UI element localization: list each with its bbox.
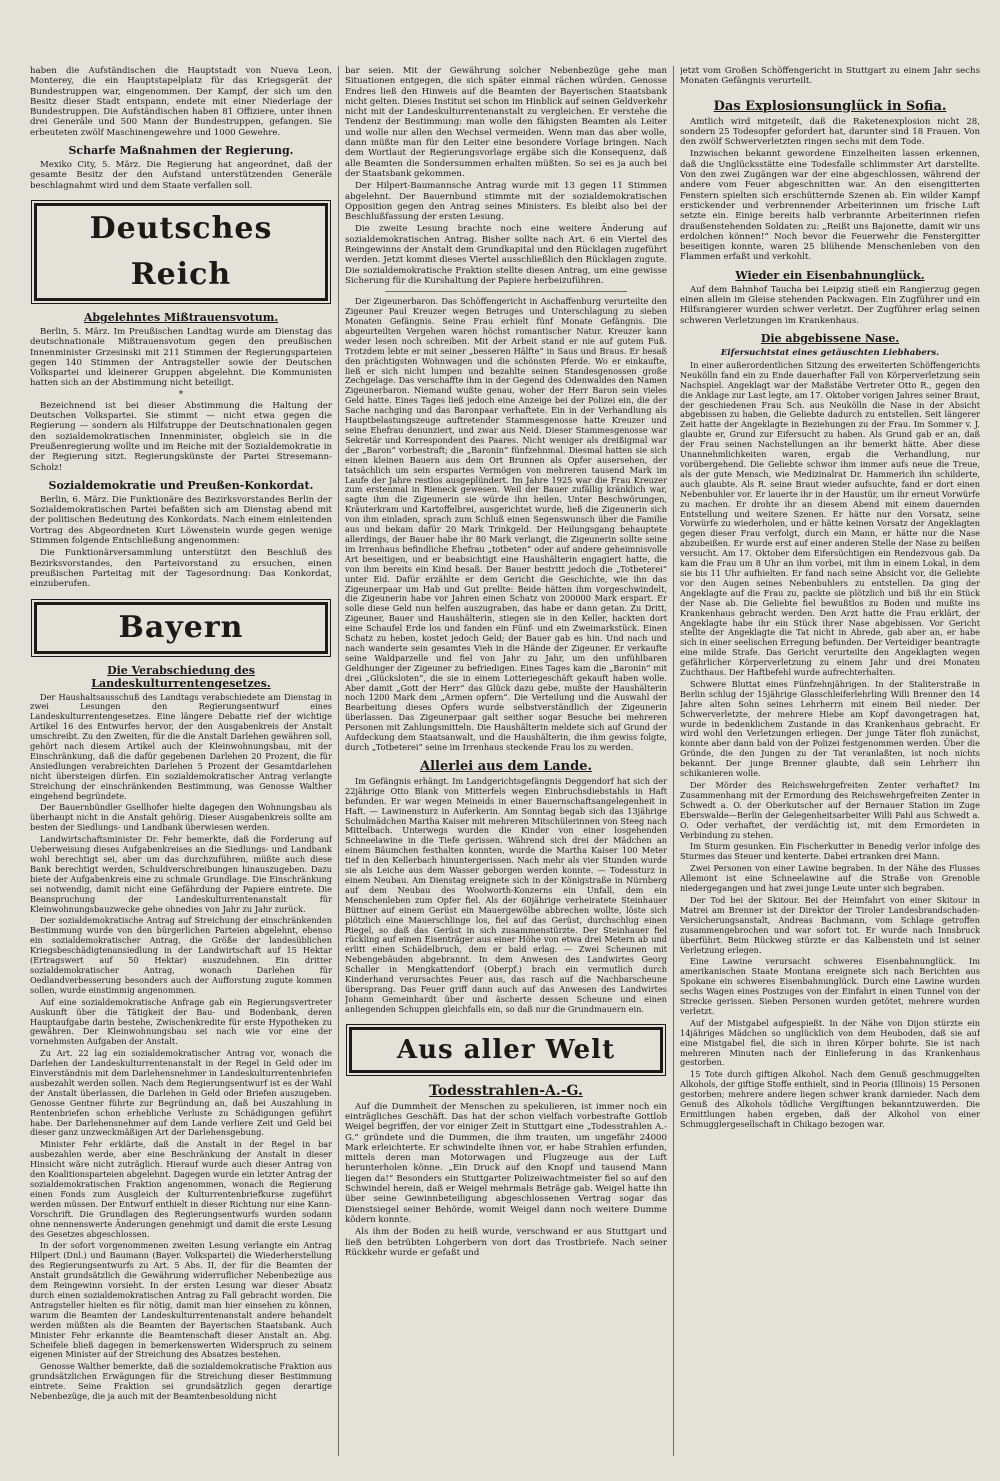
section-heading-aus-aller-welt: Aus aller Welt <box>349 1027 663 1073</box>
article-text: Berlin, 5. März. Im Preußischen Landtag wurde am Dienstag das deutschnationale Mißtrauensvotum gegen den preußischen Innenminister Grzesinski mit 211 Stimmen der Regierungsparteien gegen 140 Stimmen der Antragsteller sowie der Deutschen Volkspartei und kleinerer Gruppen abgelehnt. Die Kommunisten hatten sich an der Abstimmung nicht beteiligt. <box>30 326 332 389</box>
headline: Die Verabschiedung des Landeskulturrentengesetzes. <box>91 663 271 690</box>
article-text: Bezeichnend ist bei dieser Abstimmung die Haltung der Deutschen Volkspartei. Sie stimmt — nicht etwa gegen die Regierung — sondern als Hilfstruppe der Deutschnationalen gegen den sozialdemokratischen Innenminister, obgleich sie in die Preußenregierung wollte und im Reiche mit der Sozialdemokratie in der Regierung sitzt. Regierungskünste der Partei Stresemann-Scholz! <box>30 400 332 473</box>
divider <box>385 291 627 292</box>
article-text: Der Hilpert-Baumannsche Antrag wurde mit 13 gegen 11 Stimmen abgelehnt. Der Bauernbund stimmte mit der sozialdemokratischen Opposition gegen den Antrag seines Ministers. Es bleibt also bei der Beschlußfassung der ersten Lesung. <box>345 181 667 223</box>
separator-star: * <box>178 389 184 400</box>
article-text: Landwirtschaftsminister Dr. Fehr bemerkte, daß die Forderung auf Ueberweisung dieses Aufgabenkreises an die Siedlungs- und Landbank wohl berechtigt sei, aber um das durchzuführen, müßte auch diese Bank berechtigt werden, Schuldverschreibungen hinauszugeben. Dazu biete der Aufgabenkreis eine zu schmale Grundlage. Die Einschränkung sei notwendig, damit nicht eine Gefährdung der Papiere eintrete. Die Beanspruchung der Landeskulturrentenanstalt für Kleinwohnungsbauzwecke gehe ohnedies von Jahr zu Jahr zurück. <box>30 834 332 914</box>
article-text: Der Tod bei der Skitour. Bei der Heimfahrt von einer Skitour in Matrei am Brenner ist der Direktor der Tiroler Landesbrandschaden-Versicherungsanstalt, Andreas Bachmann, vom Schlage getroffen zusammengebrochen und war sofort tot. Er wurde nach Innsbruck überführt. Beim Rückweg stürzte er das Kalbenstein und ist seiner Verletzung erlegen. <box>680 894 980 955</box>
article-text: Der Mörder des Reichswehrgefreiten Zenter verhaftet? Im Zusammenhang mit der Ermordung des Reichswehrgefreiten Zenter in Schwedt a. O. der Oberkutscher auf der Bernauer Station im Zuge Eberswalde—Berlin der Gelegenheitsarbeiter Willi Pahl aus Schwedt a. O. Oder verhaftet, der verdächtig ist, mit dem Ermordeten in Verbindung zu stehen. <box>680 780 980 840</box>
article-text: Amtlich wird mitgeteilt, daß die Raketenexplosion nicht 28, sondern 25 Todesopfer gefordert hat, darunter sind 18 Frauen. Von den zwölf Schwerverletzten ringen sechs mit dem Tode. <box>680 116 980 148</box>
headline: Die abgebissene Nase. <box>760 331 900 345</box>
article-text: Der Haushaltsausschuß des Landtags verabschiedete am Dienstag in zwei Lesungen den Regierungsentwurf eines Landeskulturrentengesetzes. Eine längere Debatte rief der wichtige Artikel 16 des Entwurfes hervor, der den Ausgabenkreis der Anstalt umschreibt. Zu den Zweiten, für die die Anstalt Darlehen gewähren soll, gehört nach diesem Artikel auch der Kleinwohnungsbau, mit der Einschränkung, daß die dafür gegebenen Darlehen 20 Prozent, die für Ansiedlungen verabreichten Darlehen 5 Prozent der Gesamtdarlehen nicht übersteigen dürfen. Ein sozialdemokratischer Antrag verlangte Streichung der einschränkenden Bestimmung, was Genosse Walther eingehend begründete. <box>30 691 332 801</box>
headline: Sozialdemokratie und Preußen-Konkordat. <box>48 478 314 492</box>
article-text: Mexiko City, 5. März. Die Regierung hat angeordnet, daß der gesamte Besitz der den Aufstand unterstützenden Generäle beschlagnahmt wird und dem Staate verfallen soll. <box>30 160 332 191</box>
subheadline: Eifersuchtstat eines getäuschten Liebhabers. <box>720 347 940 358</box>
column-3 <box>680 66 980 1456</box>
article-text: Auf der Mistgabel aufgespießt. In der Nähe von Dijon stürzte ein 14jähriges Mädchen so unglücklich von dem Heuboden, daß sie auf eine Mistgabel fiel, die sich in ihren Körper bohrte. Sie ist nach mehreren Minuten nach der Einlieferung in das Krankenhaus gestorben. <box>680 1017 980 1068</box>
headline: Scharfe Maßnahmen der Regierung. <box>68 144 294 158</box>
column-rule <box>338 66 339 1456</box>
headline: Wieder ein Eisenbahnunglück. <box>735 268 925 282</box>
headline: Todesstrahlen-A.-G. <box>429 1082 583 1099</box>
column-rule <box>673 66 674 1456</box>
article-text: Der Zigeunerbaron. Das Schöffengericht in Aschaffenburg verurteilte den Zigeuner Paul Kreuzer wegen Betruges und Unterschlagung zu sieben Monaten Gefängnis. Seine Frau erhielt fünf Monate Gefängnis. Die abgeurteilten Vergehen waren höchst romantischer Natur. Kreuzer kann weder lesen noch schreiben. Mit der Arbeit stand er nie auf gutem Fuß. Trotzdem lebte er mit seiner „besseren Hälfte“ in Saus und Braus. Er besaß den prächtigsten Wohnwagen und die schönsten Pferde. Wo er einkaufte, ließ er sich nicht lumpen und bezahlte seinen Standesgenossen große Zechgelage. Das verschaffte ihm in der Gegend des Odenwaldes den Namen Zigeunerbaron. Niemand wußte genau, woher der Herr Baron sein vieles Geld hatte. Eines Tages ließ jedoch eine Anzeige bei der Polizei ein, die der Sache nachging und das Baronpaar verhaftete. Ein in der Verhandlung als Hauptbelastungszeuge auftretender Stammesgenosse hatte Kreuzer und seine Ehefrau denunziert, und zwar aus Neid. Dieser Stammesgenosse war Sekretär und Korrespondent des Paares. Nicht weniger als dreißigmal war der „Baron“ vorbestraft; die „Baronin“ fünfzehnmal. Diesmal hatten sie sich einen kleinen Bauern aus dem Ort Brunnen als Opfer ausersehen, der tatsächlich um sein erspartes Vermögen von mehreren tausend Mark im Laufe der Jahre restlos ausgeplündert. Im Jahre 1925 war die Frau Kreuzer zum erstenmal in Rieneck gewesen. Weil der Bauer zufällig kränklich war, sagte ihm die Zigeunerin sie würde ihn heilen. Unter Beschwörungen, Kräuterkram und Kartoffelbrei, ausgerichtet wurde, ließ die Zigeunerin sich von ihm einladen, sprach zum Schluß einen Segenswunsch über die Familie aus und bekam dafür 20 Mark Trinkgeld. Der Heilungsgang behauptete allerdings, der Bauer habe ihr 80 Mark verlangt, die Zigeunerin sollte seine im Irrenhaus befindliche Ehefrau „totbeten“ oder auf andere geheimnisvolle Art beseitigen, und er beabsichtigt eine Haushälterin engagiert hatte, die von ihm bereits ein Kind besaß. Der Bauer bestritt jedoch die „Totbeterei“ unter Eid. Dafür erzählte er dem Gericht die Geschichte, wie ihn das Zigeunerpaar um Hab und Gut prellte: Beide hätten ihm vorgeschwindelt, die Zigeunerin habe vor Jahren einen Schatz von 200000 Mark erspart. Er solle diese Geld nun helfen auszugraben, das habe er dann getan. Zu Dritt, Zigeuner, Bauer und Haushälterin, stiegen sie in den Keller, hackten dort eine Schaufel Erde los und fanden ein Fünf- und ein Zweimarkstück. Einen Schatz zu heben, kostet jedoch Geld; der Bauer gab es hin. Und nach und nach wanderte sein gesamtes Vieh in die Hände der Zigeuner. Er verkaufte seine Waldparzelle und fiel von Jahr zu Jahr, um den unfühlbaren Geldhunger der Zigeuner zu befriedigen. Eines Tages kam die „Baronin“ mit drei „Glücksloten“, die sie in einem Lotteriegeschäft gekauft haben wolle. Aber damit „Gott der Herr“ das Glück dazu gebe, mußte der Haushälterin noch 1200 Mark dem „Armen opfern“. Die Verteilung und die Auswahl der Bearbeitung dieses Opfers wurde selbstverständlich der Zigeunerin überlassen. Das Zigeunerpaar galt seither sogar Besuche bei mehreren Personen mit Zahlungsmitteln. Die Haushälterin meldete sich auf Grund der Aufdeckung dem Staatsanwalt, und die Haushälterin, die ihm gewiss folgte, durch „Totbeterei“ seine im Irrenhaus steckende Frau los zu werden. <box>345 296 667 753</box>
article-text: 15 Tote durch giftigen Alkohol. Nach dem Genuß geschmuggelten Alkohols, der giftige Stoffe enthielt, sind in Peoria (Illinois) 15 Personen gestorben; mehrere andere liegen schwer krank darnieder. Nach dem Genuß des Alkohols tödliche Vergiftungen bekanntzuwerden. Die Ermittlungen haben ergeben, daß der Alkohol von einer Schmugglergesellschaft in Chikago bezogen war. <box>680 1069 980 1129</box>
headline: Allerlei aus dem Lande. <box>419 758 593 774</box>
section-heading-bayern: Bayern <box>34 602 328 654</box>
article-text: Eine Lawine verursacht schweres Eisenbahnunglück. Im amerikanischen Staate Montana ereignete sich nach Berichten aus Spokane ein schweres Eisenbahnunglück. Durch eine Lawine wurden sechs Wagen eines Postzuges von der Einfahrt in einen Tunnel von der Strecke gerissen. Sieben Personen wurden getötet, mehrere wurden verletzt. <box>680 956 980 1016</box>
article-text: Der Bauernbündler Gsellhofer hielte dagegen den Wohnungsbau als überhaupt nicht in die Anstalt gehörig. Dieser Ausgabenkreis sollte am besten der Siedlungs- und Landbank überwiesen werden. <box>30 802 332 833</box>
article-text: Zu Art. 22 lag ein sozialdemokratischer Antrag vor, wonach die Darlehen der Landeskulturrentenanstalt in der Regel in Geld oder im Einverständnis mit dem Darlehensnehmer in Landeskulturrentenbriefen ausbezahlt werden sollen. Nach dem Regierungsentwurf ist es der Wahl der Anstalt überlassen, die Darlehen in Geld oder Briefen auszugeben. Genosse Gentner führte zur Begründung an, daß bei Auszahlung in Rentenbriefen schon erhebliche Verluste zu Schädigungen geführt habe. Der Darlehensnehmer auf dem Lande verliere Zeit und Geld bei dieser ganz unzweckmäßigen Art der Darlehensgebung. <box>30 1048 332 1138</box>
article-text: jetzt vom Großen Schöffengericht in Stuttgart zu einem Jahr sechs Monaten Gefängnis verurteilt. <box>680 66 980 87</box>
article-text: Die zweite Lesung brachte noch eine weitere Änderung auf sozialdemokratischen Antrag. Bisher sollte nach Art. 6 ein Viertel des Reingewinns der Anstalt dem Grundkapital und den Rücklagen zugeführt werden. Jetzt kommt dieses Viertel ausschließlich den Rücklagen zugute. Die sozialdemokratische Fraktion stellte diesen Antrag, um eine gewisse Sicherung für die Kurshaltung der Papiere herbeizuführen. <box>345 224 667 286</box>
section-heading-deutsches-reich: Deutsches Reich <box>34 203 328 301</box>
column-1 <box>30 66 332 1456</box>
article-text: Zwei Personen von einer Lawine begraben. In der Nähe des Flusses Allemont ist eine Schneelawine auf die Straße von Grenoble niedergegangen und hat zwei junge Leute unter sich begraben. <box>680 863 980 894</box>
article-text: Die Funktionärversammlung unterstützt den Beschluß des Bezirksvorstandes, den Parteivorstand zu ersuchen, einen preußischen Parteitag mit der Tagesordnung: Das Konkordat, einzuberufen. <box>30 548 332 590</box>
article-text: In einer außerordentlichen Sitzung des erweiterten Schöffengerichts Neukölln fand ein zu Ende dauerhafter Fall von Körperverletzung sein Nachspiel. Angeklagt war der Maßstäbe Vertreter Otto R., gegen den die Anklage zur Last legte, am 17. Oktober vorigen Jahres seiner Braut, der geschiedenen Frau Sch. aus Neukölln die Nase in der Absicht abgebissen zu haben, die Geliebte dadurch zu entstellen. Seit längerer Zeit hatte der Angeklagte in Beziehungen zu der Frau. Im Sommer v. J. glaubte er, Grund zur Eifersucht zu haben. Als Grund gab er an, daß der Frau seinen Nachstellungen an ihr bemerkt hätte. Aber diese Unannehmlichkeiten waren, ergab die Verhandlung, nur vorübergehend. Die Geliebte schwor ihm immer aufs neue die Treue, als der gute Mensch, wie Medizinalrat Dr. Hammerich ihn schilderte, auch glaubte. Als R. seine Braut wieder aufsuchte, fand er dort einen Nebenbuhler vor. Er lauerte ihr in der Haustür, um ihr erneut Vorwürfe zu machen. Er drohte ihr an diesem Abend mit einem dauernden Entstellung und weitere Szenen. Er hätte nur den Vorsatz, seine Vorwürfe zu wiederholen, und er hätte keinen Vorsatz der Angeklagten gegen dieser Frau verfolgt, durch ein Mann, er hätte nur die Nase abzubeißen. Er wurde erst auf einer anderen Stelle der Nase zu beißen versucht. Am 17. Oktober dem Eifersüchtigen ein Rendezvous gab. Da kam die Frau um 8 Uhr an ihm vorbei, mit ihm in einem Lokal, in dem sie bis 11 Uhr aufhielten. Er fand nach seine Absicht vor, die Geliebte vor den Augen seines Nebenbuhlers zu entstellen. Da ging der Angeklagte auf die Frau zu, packte sie plötzlich und biß ihr ein Stück der Nase ab. Die Geliebte fiel bewußtlos zu Boden und mußte ins Krankenhaus gebracht werden. Den Arzt hatte die Frau erklärt, der Angeklagte habe ihr ein Stück ihrer Nase abgebissen. Vor Gericht stellte der Angeklagte die Tat nicht in Abrede, gab aber an, er habe sich in einer seelischen Erregung befunden. Der Verteidiger beantragte eine milde Strafe. Das Gericht verurteilte den Angeklagten wegen gefährlicher Körperverletzung zu einem Jahr und drei Monaten Zuchthaus. Der Haftbefehl wurde aufrechterhalten. <box>680 359 980 678</box>
article-text: Berlin, 6. März. Die Funktionäre des Bezirksvorstandes Berlin der Sozialdemokratischen Partei befaßten sich am Dienstag abend mit der politischen Bedeutung des Konkordats. Nach einem einleitenden Vortrag des Abgeordneten Kurt Löwenstein wurde gegen wenige Stimmen folgende Entschließung angenommen: <box>30 494 332 547</box>
article-text: Schwere Bluttat eines Fünfzehnjährigen. In der Staliterstraße in Berlin schlug der 15jährige Glasschleiferlehrling Willi Brenner den 14 Jahre alten Sohn seines Lehrherrn mit einem Beil nieder. Der Schwerverletzte, der mehrere Hiebe am Kopf davongetragen hat, wurde in bedenklichem Zustande in das Krankenhaus gebracht. Er wird wohl den Verletzungen erliegen. Der junge Täter floh zunächst, konnte aber dann bald von der Polizei festgenommen werden. Über die Gründe, die den Jungen zu der Tat veranlaßten, ist noch nichts bekannt. Der junge Brenner glaubte, daß sein Lehrherr ihn schikanieren wolle. <box>680 678 980 779</box>
headline: Das Explosionsunglück in Sofia. <box>713 98 947 114</box>
article-text: Minister Fehr erklärte, daß die Anstalt in der Regel in bar ausbezahlen werde, aber eine Beschränkung der Anstalt in dieser Hinsicht wäre nicht zuträglich. Hierauf wurde auch dieser Antrag von den Koalitionsparteien abgelehnt. Dagegen wurde ein letzter Antrag der sozialdemokratischen Fraktion angenommen, wonach die Regierung einen Fonds zum Ausgleich der Kulturrentenbriefkurse zugeführt werden müssen. Der Entwurf enthielt in dieser Richtung nur eine Kann-Vorschrift. Die Grundlagen des Regierungsentwurfs wurden sodann ohne nennenswerte Änderungen genehmigt und damit die erste Lesung des Gesetzes abgeschlossen. <box>30 1139 332 1239</box>
article-text: In der sofort vorgenommenen zweiten Lesung verlangte ein Antrag Hilpert (Dnl.) und Baumann (Bayer. Volkspartei) die Wiederherstellung des Regierungsentwurfs zu Art. 5 Abs. II, der für die Beamten der Anstalt grundsätzlich die Gewährung widerruflicher Nebenbezüge aus dem Reingewinn vorsieht. In der ersten Lesung war dieser Absatz durch einen sozialdemokratischen Antrag zu Fall gebracht worden. Die Antragsteller hielten es für nötig, damit man hier einsehen zu können, warum die Beamten der Landeskulturrentenanstalt andere behandelt werden müßten als die Beamten der Bayerischen Staatsbank. Auch Minister Fehr erkannte die Beamtenschaft dieser Anstalt an. Abg. Scheifele bließ dagegen in bemerkenswerten Widerspruch zu seinem eigenen Minister auf der Streichung des Absatzes bestehen. <box>30 1240 332 1360</box>
article-text: haben die Aufständischen die Hauptstadt von Nueva Leon, Monterey, die ein Hauptstapelplatz für das Kriegsgerät der Bundestruppen war, eingenommen. Der Kampf, der sich um den Besitz dieser Stadt entspann, endete mit einer Niederlage der Bundestruppen. Die Aufständischen haben 81 Offiziere, unter ihnen drei Generäle und 500 Mann der Bundestruppen, gefangen. Sie erbeuteten zwölf Maschinengewehre und 1000 Gewehre. <box>30 66 332 138</box>
article-text: bar seien. Mit der Gewährung solcher Nebenbezüge gehe man Situationen entgegen, die sich später einmal rächen würden. Genosse Endres ließ den Hinweis auf die Beamten der Bayerischen Staatsbank nicht gelten. Dieses Institut sei schon im Hinblick auf seinen Geldverkehr nicht mit der Landeskulturrentenanstalt zu vergleichen. Er verstehe die Tendenz der Bestimmung: man wolle den fähigsten Beamten als Leiter und wolle nur allen den Wechsel vermeiden. Wenn man das aber wolle, dann müßte man für den Leiter eine besondere Vorlage bringen. Nach dem Wortlaut der Regierungsvorlage ergäbe sich die Konsequenz, daß alle Beamten die Sondersummen erhalten müßten. So sei es ja auch bei der Staatsbank gekommen. <box>345 66 667 179</box>
article-text: Als ihm der Boden zu heiß wurde, verschwand er aus Stuttgart und ließ den betrübten Lohgerbern von dort das Trostbriefe. Nach seiner Rückkehr wurde er gefaßt und <box>345 1227 667 1258</box>
article-text: Genosse Walther bemerkte, daß die sozialdemokratische Fraktion aus grundsätzlichen Erwägungen für die Streichung dieser Bestimmung eintrete. Seine Fraktion sei grundsätzlich gegen derartige Nebenbezüge, die ja auch mit der Beamtenbesoldung nicht <box>30 1361 332 1402</box>
article-text: Der sozialdemokratische Antrag auf Streichung der einschränkenden Bestimmung wurde von den bürgerlichen Parteien abgelehnt, ebenso ein sozialdemokratischer Antrag, die Größe der landesüblichen Kriegsbeschädigtenansiedlung in der Landwirtschaft auf 15 Hektar (Ertragswert auf 50 Hektar) auszudehnen. Ein dritter sozialdemokratischer Antrag, wonach Darlehen für Oedlandverbesserung besonders auch der Aufforstung zugute kommen sollen, wurde einstimmig angenommen. <box>30 915 332 995</box>
article-text: Auf eine sozialdemokratische Anfrage gab ein Regierungsvertreter Auskunft über die Tätigkeit der Bau- und Bodenbank, deren Hauptaufgabe darin bestehe, Zwischenkredite für erste Hypotheken zu gewähren. Der Kleinwohnungsbau sei nach wie vor eine der vornehmsten Aufgaben der Anstalt. <box>30 996 332 1047</box>
article-text: Auf dem Bahnhof Taucha bei Leipzig stieß ein Rangierzug gegen einen allein im Gleise stehenden Packwagen. Ein Zugführer und ein Hilfsrangierer wurden schwer verletzt. Der Zugführer erlag seinen schweren Verletzungen im Krankenhaus. <box>680 284 980 326</box>
column-2 <box>345 66 667 1456</box>
article-text: Im Sturm gesunken. Ein Fischerkutter in Benedig verlor infolge des Sturmes das Steuer und kenterte. Dabei ertranken drei Mann. <box>680 841 980 862</box>
article-text: Im Gefängnis erhängt. Im Landgerichtsgefängnis Deggendorf hat sich der 22jährige Otto Blank von Mitterfels wegen Einbruchsdiebstahls in Haft befunden. Er war wegen Meineids in einer Bauernschaftsangelegenheit in Haft. — Lawinensturz in Auferkerin. Am Sonntag begab sich das 13jährige Schulmädchen Martha Kaiser mit mehreren Mitschülerinnen von Steeg nach Mittelbach. Unterwegs wurden die Kinder von einer losgehenden Schneelawine in die Tiefe gerissen. Während sich drei der Mädchen an einem Bäumchen festhalten konnten, wurde die Martha Kaiser 100 Meter tief in den Kellerbach hinuntergerissen. Nach mehr als vier Stunden wurde sie als Leiche aus dem Wasser geborgen werden konnte. — Todessturz in einem Neubau. Am Dienstag ereignete sich in der Königstraße in Nürnberg auf dem Neubau des Woolworth-Konzerns ein Unfall, dem ein Menschenleben zum Opfer fiel. Als der 60jährige verheiratete Steinhauer Büttner auf einem Gerüst ein Mauergewölbe abbrechen wollte, löste sich plötzlich eine Mauerschlinge los, fiel auf das Gerüst, durchschlug einen Riegel, so daß das Gerüst in sich zusammenstürzte. Der Steinhauer fiel rückling auf einen Eisenträger aus einer Höhe von etwa drei Metern ab und erlitt einen Schädelbruch, dem er bald erlag. — Zwei Scheunen mit Nebengebäuden abgebrannt. In dem Anwesen des Landwirtes Georg Schaller in Mengkattendorf (Oberpf.) brach ein vermutlich durch Kinderhand verursachtes Feuer aus, das rasch auf die Nachbarscheune übersprang. Das Feuer griff dann auch auf das Anwesen des Landwirtes Johann Gemeinhardt über und äscherte dessen Scheune und einen anliegenden Schuppen gleichfalls ein, so daß nur die Grundmauern ein. <box>345 775 667 1014</box>
article-text: Auf die Dummheit der Menschen zu spekulieren, ist immer noch ein einträgliches Geschäft. Das hat der schon vielfach vorbestrafte Gottlob Weigel begriffen, der vor einiger Zeit in Stuttgart eine „Todesstrahlen A.-G.“ gründete und die Dummen, die ihm trauten, um ungefähr 24000 Mark erleichterte. Er schwindelte ihnen vor, er habe Strahlen erfunden, mittels deren man Motorwagen und Flugzeuge aus der Luft herunterholen könne. „Ein Druck auf den Knopf und tausend Mann liegen da!“ Besonders ein Stuttgarter Polizeiwachtmeister fiel so auf den Schwindel herein, daß er Weigel mehrmals Beträge gab. Weigel hatte ihn über seine Gewinnbeteiligung abgeschlossenen Vertrag sogar das Dienstsiegel seiner Behörde, womit Weigel dann noch weitere Dumme ködern konnte. <box>345 1101 667 1225</box>
article-text: Inzwischen bekannt gewordene Einzelheiten lassen erkennen, daß die Unglücksstätte eine Todesfalle schlimmster Art darstellte. Von den zwei Zugängen war der eine abgeschlossen, während der andere vom Feuer abgeschnitten war. An den eisengitterten Fenstern spielten sich erschütternde Szenen ab. Ein wilder Kampf erstickender und verbrennender Arbeiterinnen um frische Luft setzte ein. Einige bereits halb verbrannte Arbeiterinnen riefen draußenstehenden Soldaten zu: „Reißt uns Bajonette, damit wir uns erdolchen können!“ Noch bevor die Feuerwehr die Fenstergitter beseitigen konnte, waren 25 blühende Menschenleben von den Flammen erfaßt und verkohlt. <box>680 149 980 263</box>
headline: Abgelehntes Mißtrauensvotum. <box>83 310 279 324</box>
